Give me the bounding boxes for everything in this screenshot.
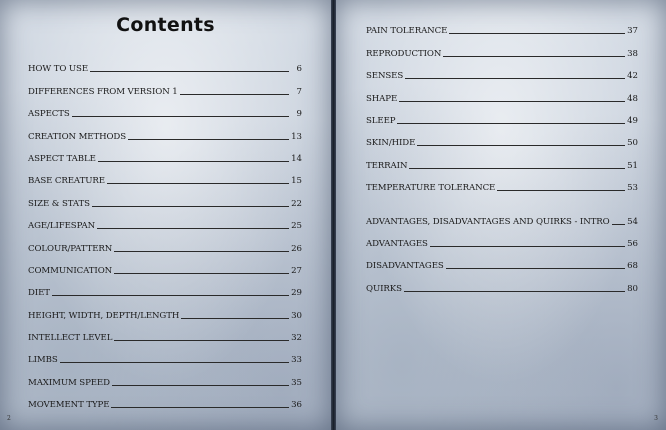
toc-entry-page-number: 36 [291,400,302,411]
toc-entry-title: SKIN/HIDE [366,138,416,149]
toc-entry-title: PAIN TOLERANCE [366,26,448,37]
toc-entry-page-number: 26 [291,243,302,254]
toc-entry[interactable] [28,119,302,141]
toc-entry-page-number: 38 [627,48,638,59]
toc-entry-title: ASPECTS [28,109,70,120]
toc-entry-title: SLEEP [366,115,396,126]
toc-entry-title: HEIGHT, WIDTH, DEPTH/LENGTH [28,310,180,321]
toc-entry-page-number: 29 [291,288,302,299]
toc-entry[interactable] [366,227,638,249]
toc-entry[interactable] [28,276,302,298]
toc-entry-page-number: 56 [627,238,638,249]
page-number-left: 2 [7,415,11,422]
toc-entry[interactable] [28,365,302,387]
toc-leader-line [409,168,625,169]
toc-entry-page-number: 49 [627,115,638,126]
toc-entry-title: SENSES [366,71,404,82]
toc-entry-title: INTELLECT LEVEL [28,333,113,344]
toc-leader-line [90,71,289,72]
toc-entry-page-number: 53 [627,183,638,194]
toc-entry-page-number: 22 [291,198,302,209]
toc-leader-line [97,228,289,229]
toc-entry-page-number: 32 [291,333,302,344]
toc-entry-page-number: 6 [296,64,302,75]
right-page [336,0,666,430]
toc-entry-title: LIMBS [28,355,58,366]
toc-entry-page-number: 33 [291,355,302,366]
toc-entry-title: BASE CREATURE [28,176,105,187]
toc-entry[interactable] [366,59,638,81]
toc-leader-line [114,273,289,274]
toc-leader-line [417,145,625,146]
toc-entry-page-number: 42 [627,71,638,82]
toc-leader-line [52,295,289,296]
toc-entry[interactable] [28,321,302,343]
toc-entry[interactable] [366,171,638,193]
toc-leader-line [107,183,289,184]
toc-entry[interactable] [366,204,638,226]
toc-entry-page-number: 9 [296,109,302,120]
toc-entry-page-number: 37 [627,26,638,37]
page-number-right: 3 [654,415,658,422]
toc-entry[interactable] [28,298,302,320]
toc-entry-page-number: 54 [627,216,638,227]
toc-entry-page-number: 80 [627,283,638,294]
toc-entry[interactable] [366,14,638,36]
toc-entry-page-number: 50 [627,138,638,149]
toc-entry-title: DIET [28,288,50,299]
toc-entry[interactable] [366,148,638,170]
toc-entry-page-number: 15 [291,176,302,187]
toc-entry-page-number: 51 [627,160,638,171]
toc-leader-line [449,33,625,34]
toc-entry[interactable] [28,343,302,365]
toc-leader-line [497,190,625,191]
toc-entry-title: AGE/LIFESPAN [28,221,95,232]
toc-entry-title: ADVANTAGES, DISADVANTAGES AND QUIRKS - INTRO [366,216,610,227]
toc-leader-line [72,116,289,117]
toc-entry-title: COLOUR/PATTERN [28,243,113,254]
toc-entry[interactable] [28,164,302,186]
toc-entry-title: QUIRKS [366,283,402,294]
toc-entry-title: TEMPERATURE TOLERANCE [366,183,496,194]
toc-entry-page-number: 13 [291,131,302,142]
toc-entry[interactable] [28,388,302,410]
toc-leader-line [111,407,289,408]
toc-entry-page-number: 35 [291,377,302,388]
toc-leader-line [430,246,625,247]
toc-entry-title: DIFFERENCES FROM VERSION 1 [28,86,178,97]
toc-leader-line [60,362,289,363]
toc-entry[interactable] [366,126,638,148]
toc-entry-title: HOW TO USE [28,64,89,75]
toc-entry-page-number: 48 [627,93,638,104]
toc-entry-title: DISADVANTAGES [366,261,444,272]
toc-entry-title: TERRAIN [366,160,408,171]
toc-entry[interactable] [28,209,302,231]
toc-entry-page-number: 30 [291,310,302,321]
toc-entry-title: COMMUNICATION [28,265,113,276]
toc-list-left [28,52,302,410]
toc-entry[interactable] [366,271,638,293]
toc-entry-page-number: 68 [627,261,638,272]
toc-list-right [366,14,638,294]
toc-leader-line [405,78,625,79]
toc-leader-line [128,139,289,140]
toc-entry-title: MOVEMENT TYPE [28,400,110,411]
toc-leader-line [112,385,289,386]
toc-entry[interactable] [28,231,302,253]
toc-entry-title: REPRODUCTION [366,48,442,59]
toc-entry-page-number: 14 [291,153,302,164]
toc-entry[interactable] [28,97,302,119]
left-page [0,0,331,430]
toc-entry[interactable] [28,74,302,96]
toc-leader-line [98,161,289,162]
toc-leader-line [446,268,625,269]
toc-entry[interactable] [28,142,302,164]
toc-entry[interactable] [366,81,638,103]
toc-entry[interactable] [28,254,302,276]
toc-entry[interactable] [366,104,638,126]
toc-entry-title: CREATION METHODS [28,131,127,142]
toc-leader-line [114,340,289,341]
toc-entry[interactable] [366,249,638,271]
toc-entry-title: SHAPE [366,93,398,104]
toc-entry-title: ASPECT TABLE [28,153,96,164]
toc-entry-title: SIZE & STATS [28,198,90,209]
toc-entry-title: ADVANTAGES [366,238,428,249]
contents-heading: Contents [116,14,215,36]
toc-leader-line [397,123,625,124]
toc-entry-title: MAXIMUM SPEED [28,377,110,388]
toc-leader-line [404,291,625,292]
toc-leader-line [181,318,289,319]
toc-entry-page-number: 25 [291,221,302,232]
toc-leader-line [92,206,289,207]
toc-entry[interactable] [28,186,302,208]
toc-leader-line [114,251,289,252]
toc-leader-line [443,56,625,57]
toc-entry[interactable] [28,52,302,74]
toc-entry[interactable] [366,36,638,58]
toc-leader-line [612,224,625,225]
toc-leader-line [399,101,625,102]
toc-entry-page-number: 27 [291,265,302,276]
toc-entry-page-number: 7 [296,86,302,97]
toc-leader-line [180,94,289,95]
